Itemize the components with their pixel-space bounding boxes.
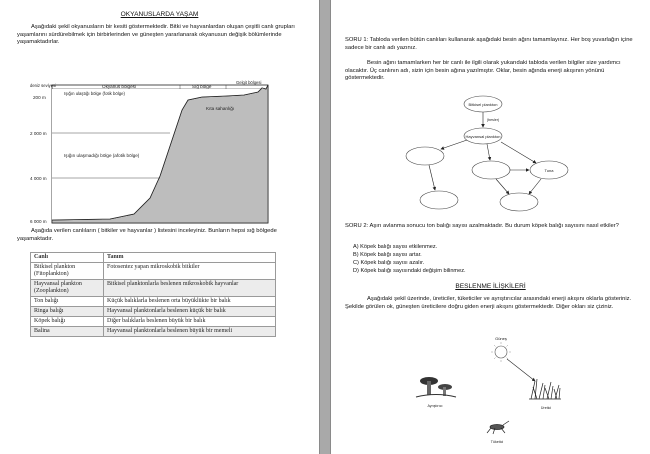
table-row xyxy=(31,280,276,297)
option-d: D) Köpek balığı sayısındaki değişim bilinmez. xyxy=(353,268,466,274)
organism-definition: Diğer balıklarla beslenen büyük bir balık xyxy=(104,317,276,327)
table-row xyxy=(31,327,276,337)
food-web-label-phytoplankton: Bitkisel plankton xyxy=(468,102,498,107)
sea-level-label: deniz seviyesi xyxy=(30,83,57,88)
food-web-label-zooplankton: Hayvansal plankton xyxy=(465,134,501,139)
table-row xyxy=(31,307,276,317)
option-b: B) Köpek balığı sayısı artar. xyxy=(353,252,422,258)
organism-definition: Bitkisel planktonlarla beslenen mikroskobik hayvanlar xyxy=(104,280,276,297)
column-header-organism: Canlı xyxy=(31,253,104,263)
option-a: A) Köpek balığı sayısı etkilenmez. xyxy=(353,244,438,250)
zone-label-shallow: Sığ bölge xyxy=(192,84,212,89)
table-row xyxy=(31,317,276,327)
depth-label-4000: 4 000 m xyxy=(30,176,47,181)
organism-table xyxy=(30,252,276,337)
food-web-empty-node xyxy=(472,161,510,179)
grass-icon xyxy=(529,379,561,399)
list-intro: Aşağıda verilen canlıların ( bitkiler ve hayvanlar ) listesini inceleyiniz. Bunların hepsi sığ bölgede yaşamaktadır. xyxy=(17,228,277,242)
right-page xyxy=(331,0,650,454)
intro-paragraph: Aşağıdaki şekil okyanusların bir kesiti göstermektedir. Bitki ve hayvanlardan oluşan çeşitli canlı grupları yaşamlarını sürdürebilmek için birbirlerinden ve güneşten yararlanarak okyanusun değişik bölümlerinde yaşamaktadırlar. xyxy=(17,24,295,46)
food-web-empty-node xyxy=(420,191,458,209)
organism-definition: Küçük balıklarla beslenen orta büyüklükte bir balık xyxy=(104,297,276,307)
producer-label: Üretici xyxy=(540,406,552,410)
organism-definition: Hayvansal planktonlarla beslenen büyük bir memeli xyxy=(104,327,276,337)
page-title: OKYANUSLARDA YAŞAM xyxy=(120,11,199,18)
food-web-diagram xyxy=(401,94,591,218)
food-web-empty-node xyxy=(406,147,444,165)
organism-name: Hayvansal plankton (Zooplankton) xyxy=(31,280,104,297)
section-title: BESLENME İLİŞKİLERİ xyxy=(455,283,526,290)
lit-zone-label: Işığın ulaştığı bölge (fotik bölge) xyxy=(64,91,125,96)
organism-name: Ringa balığı xyxy=(31,307,104,317)
option-c: C) Köpek balığı sayısı azalır. xyxy=(353,260,425,266)
depth-label-6000: 6 000 m xyxy=(30,219,47,224)
left-page xyxy=(0,0,319,454)
mushroom-icon xyxy=(416,377,456,397)
table-row xyxy=(31,263,276,280)
dark-zone-label: Işığın ulaşmadığı bölge (afotik bölge) xyxy=(64,153,140,158)
shelf-label: Kıta sahanlığı xyxy=(206,106,235,111)
sun-label: Güneş xyxy=(495,336,507,341)
page-divider xyxy=(319,0,331,454)
grasshopper-icon xyxy=(487,421,509,434)
question-1: SORU 1: Tabloda verilen bütün canlıları kullanarak aşağıdaki besin ağını tamamlayınız. Her boş yuvarlağın içine sadece bir canlı adı yazınız. xyxy=(345,37,633,51)
question-1-detail: Besin ağını tamamlarken her bir canlı ile ilgili olarak yukarıdaki tabloda verilen bilgiler size yardımcı olacaktır. Üç canlının adı, sizin için besin ağına yazılmıştır. Oklar, besin ağında enerji akışının yönünü göstermektedir. xyxy=(345,60,621,82)
decomposer-label: Ayrıştırıcı xyxy=(427,404,443,408)
table-row xyxy=(31,297,276,307)
energy-arrow xyxy=(507,359,535,381)
sun-icon xyxy=(491,342,511,362)
organism-name: Köpek balığı xyxy=(31,317,104,327)
depth-label-2000: 2 000 m xyxy=(30,131,47,136)
zone-label-ocean: Okyanus bölgesi xyxy=(102,84,136,89)
organism-name: Ton balığı xyxy=(31,297,104,307)
table-header-row xyxy=(31,253,276,263)
zone-label-tidal: Gelgit bölgesi xyxy=(236,80,262,85)
food-web-label-tuna: Tuna xyxy=(544,168,554,173)
question-2: SORU 2: Aşırı avlanma sonucu ton balığı sayısı azalmaktadır. Bu durum köpek balığı sayısını nasıl etkiler? xyxy=(345,223,619,229)
food-web-sublabel: (besler) xyxy=(486,118,500,122)
consumer-label: Tüketici xyxy=(490,440,504,444)
organism-name: Bitkisel plankton (Fitoplankton) xyxy=(31,263,104,280)
food-web-empty-node xyxy=(500,193,538,211)
depth-label-200: 200 m xyxy=(33,95,46,100)
column-header-definition: Tanım xyxy=(104,253,276,263)
organism-definition: Fotosentez yapan mikroskobik bitkiler xyxy=(104,263,276,280)
section-paragraph: Aşağıdaki şekil üzerinde, üreticiler, tüketiciler ve ayrıştırıcılar arasındaki enerji akışını oklarla gösteriniz. Şekilde görülen ok, güneşten üreticilere doğru giden enerji akışını göstermektedir. Diğer okları siz çiziniz. xyxy=(345,296,632,310)
feeding-relations-figure xyxy=(411,335,591,450)
ocean-cross-section-diagram xyxy=(30,80,280,228)
organism-name: Balina xyxy=(31,327,104,337)
organism-definition: Hayvansal planktonlarla beslenen küçük bir balık xyxy=(104,307,276,317)
